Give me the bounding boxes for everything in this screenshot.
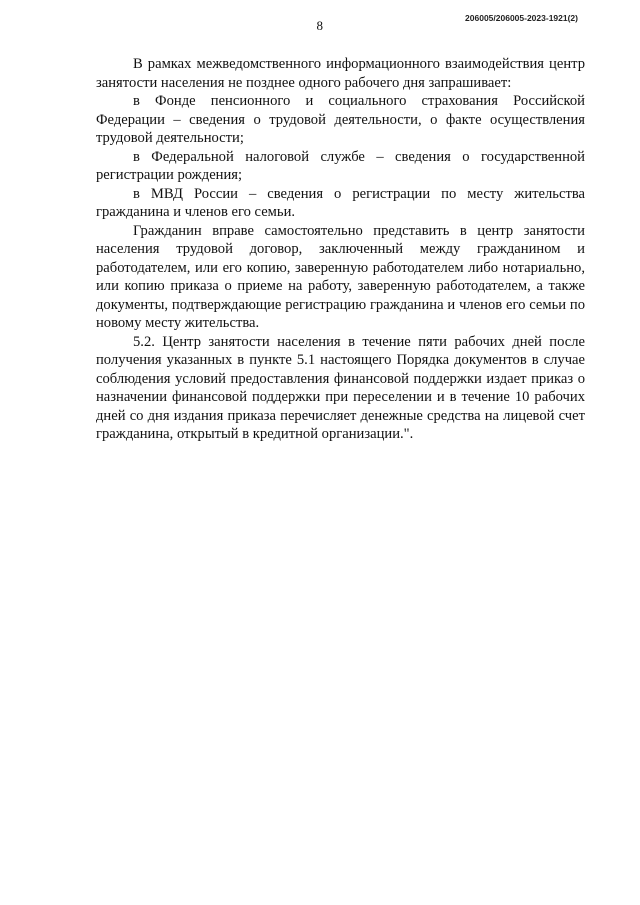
page-number: 8 bbox=[316, 18, 324, 33]
paragraph-citizen-documents: Гражданин вправе самостоятельно представить в центр занятости населения трудовой договор, заключенный между гражданином и работодателем, или его копию, заверенную работодателем либо нотариально, или копию приказа о приеме на работу, заверенную работодателем, а также документы, подтверждающие регистрацию гражданина и членов его семьи по новому месту жительства. bbox=[96, 222, 585, 331]
paragraph-mvd: в МВД России – сведения о регистрации по месту жительства гражданина и членов его семьи. bbox=[96, 185, 585, 220]
paragraph-pension-fund: в Фонде пенсионного и социального страхования Российской Федерации – сведения о трудовой деятельности, о факте осуществления трудовой деятельности; bbox=[96, 93, 585, 146]
document-body bbox=[96, 55, 585, 444]
document-code: 206005/206005-2023-1921(2) bbox=[465, 13, 578, 23]
paragraph-interagency-request: В рамках межведомственного информационного взаимодействия центр занятости населения не позднее одного рабочего дня запрашивает: bbox=[96, 56, 585, 91]
paragraph-tax-service: в Федеральной налоговой службе – сведения о государственной регистрации рождения; bbox=[96, 148, 585, 183]
paragraph-section-5-2: 5.2. Центр занятости населения в течение пяти рабочих дней после получения указанных в пункте 5.1 настоящего Порядка документов в случае соблюдения условий предоставления финансовой поддержки издает приказ о назначении финансовой поддержки при переселении и в течение 10 рабочих дней со дня издания приказа перечисляет денежные средства на лицевой счет гражданина, открытый в кредитной организации.". bbox=[96, 333, 585, 442]
